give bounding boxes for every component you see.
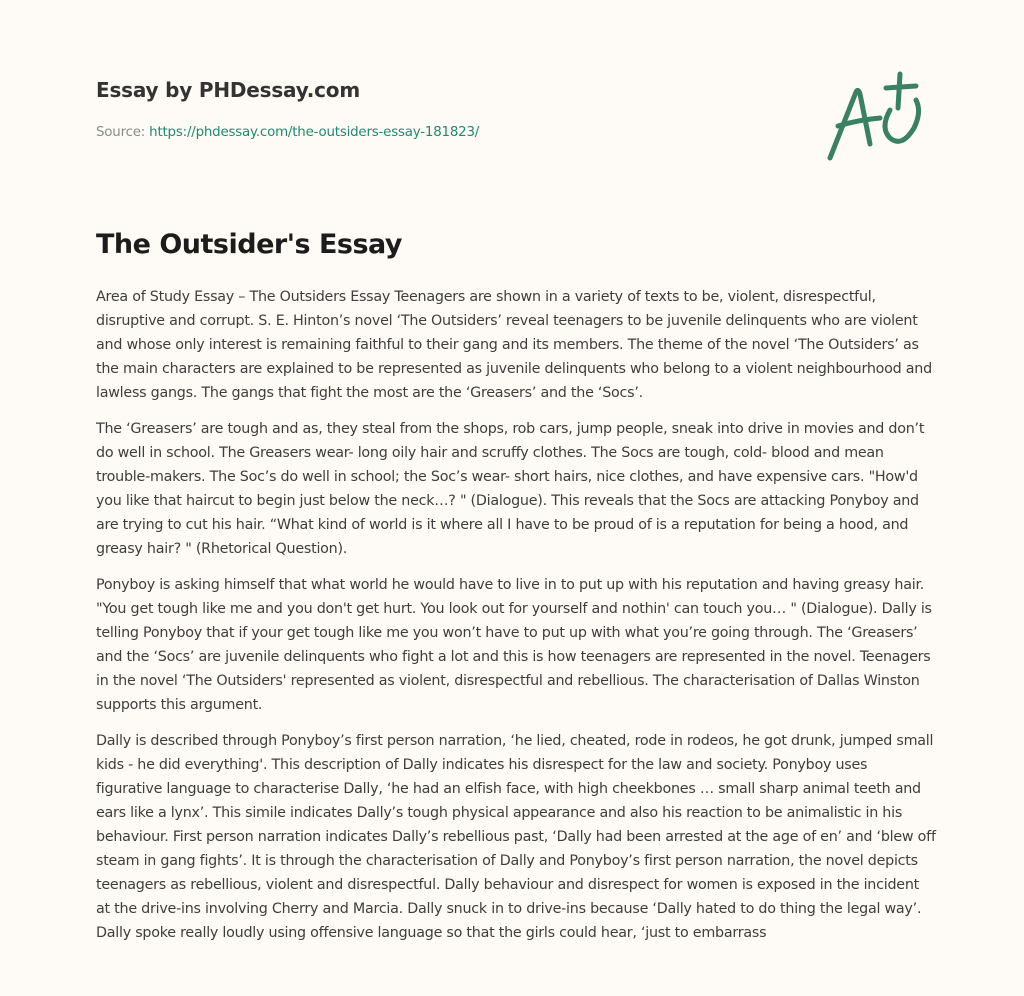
page-title: The Outsider's Essay (96, 229, 403, 260)
article-body (96, 285, 936, 957)
site-header (96, 76, 696, 143)
source-label: Source: (96, 125, 146, 140)
paragraph: Dally is described through Ponyboy’s first person narration, ‘he lied, cheated, rode in rodeos, he got drunk, jumped small kids - he did everything'. This description of Dally indicates his disrespect for the law and society. Ponyboy uses figurative language to characterise Dally, ‘he had an elfish face, with high cheekbones … small sharp animal teeth and ears like a lynx’. This simile indicates Dally’s tough physical appearance and also his reaction to be animalistic in his behaviour. First person narration indicates Dally’s rebellious past, ‘Dally had been arrested at the age of en’ and ‘blew off steam in gang fights’. It is through the characterisation of Dally and Ponyboy’s first person narration, the novel depicts teenagers as rebellious, violent and disrespectful. Dally behaviour and disrespect for women is exposed in the incident at the drive-ins involving Cherry and Marcia. Dally snuck in to drive-ins because ‘Dally hated to do thing the legal way’. Dally spoke really loudly using offensive language so that the girls could hear, ‘just to embarrass (96, 733, 936, 941)
paragraph: Area of Study Essay – The Outsiders Essay Teenagers are shown in a variety of texts to be, violent, disrespectful, disruptive and corrupt. S. E. Hinton’s novel ‘The Outsiders’ reveal teenagers to be juvenile delinquents who are violent and whose only interest is remaining faithful to their gang and its members. The theme of the novel ‘The Outsiders’ as the main characters are explained to be represented as juvenile delinquents who belong to a violent neighbourhood and lawless gangs. The gangs that fight the most are the ‘Greasers’ and the ‘Socs’. (96, 289, 932, 401)
site-title: Essay by PHDessay.com (96, 78, 360, 102)
paragraph: The ‘Greasers’ are tough and as, they steal from the shops, rob cars, jump people, sneak into drive in movies and don’t do well in school. The Greasers wear- long oily hair and scruffy clothes. The Socs are tough, cold- blood and mean trouble-makers. The Soc’s do well in school; the Soc’s wear- short hairs, nice clothes, and have expensive cars. "How'd you like that haircut to begin just below the neck…? " (Dialogue). This reveals that the Socs are attacking Ponyboy and are trying to cut his hair. “What kind of world is it where all I have to be proud of is a reputation for being a hood, and greasy hair? " (Rhetorical Question). (96, 421, 925, 557)
source-link[interactable]: https://phdessay.com/the-outsiders-essay-181823/ (149, 125, 480, 140)
a-plus-grade-icon (818, 66, 938, 166)
paragraph: Ponyboy is asking himself that what world he would have to live in to put up with his reputation and having greasy hair. "You get tough like me and you don't get hurt. You look out for yourself and nothin' can touch you… " (Dialogue). Dally is telling Ponyboy that if your get tough like me you won’t have to put up with what you’re going through. The ‘Greasers’ and the ‘Socs’ are juvenile delinquents who fight a lot and this is how teenagers are represented in the novel. Teenagers in the novel ‘The Outsiders' represented as violent, disrespectful and rebellious. The characterisation of Dallas Winston supports this argument. (96, 577, 932, 713)
source-line (96, 123, 696, 143)
